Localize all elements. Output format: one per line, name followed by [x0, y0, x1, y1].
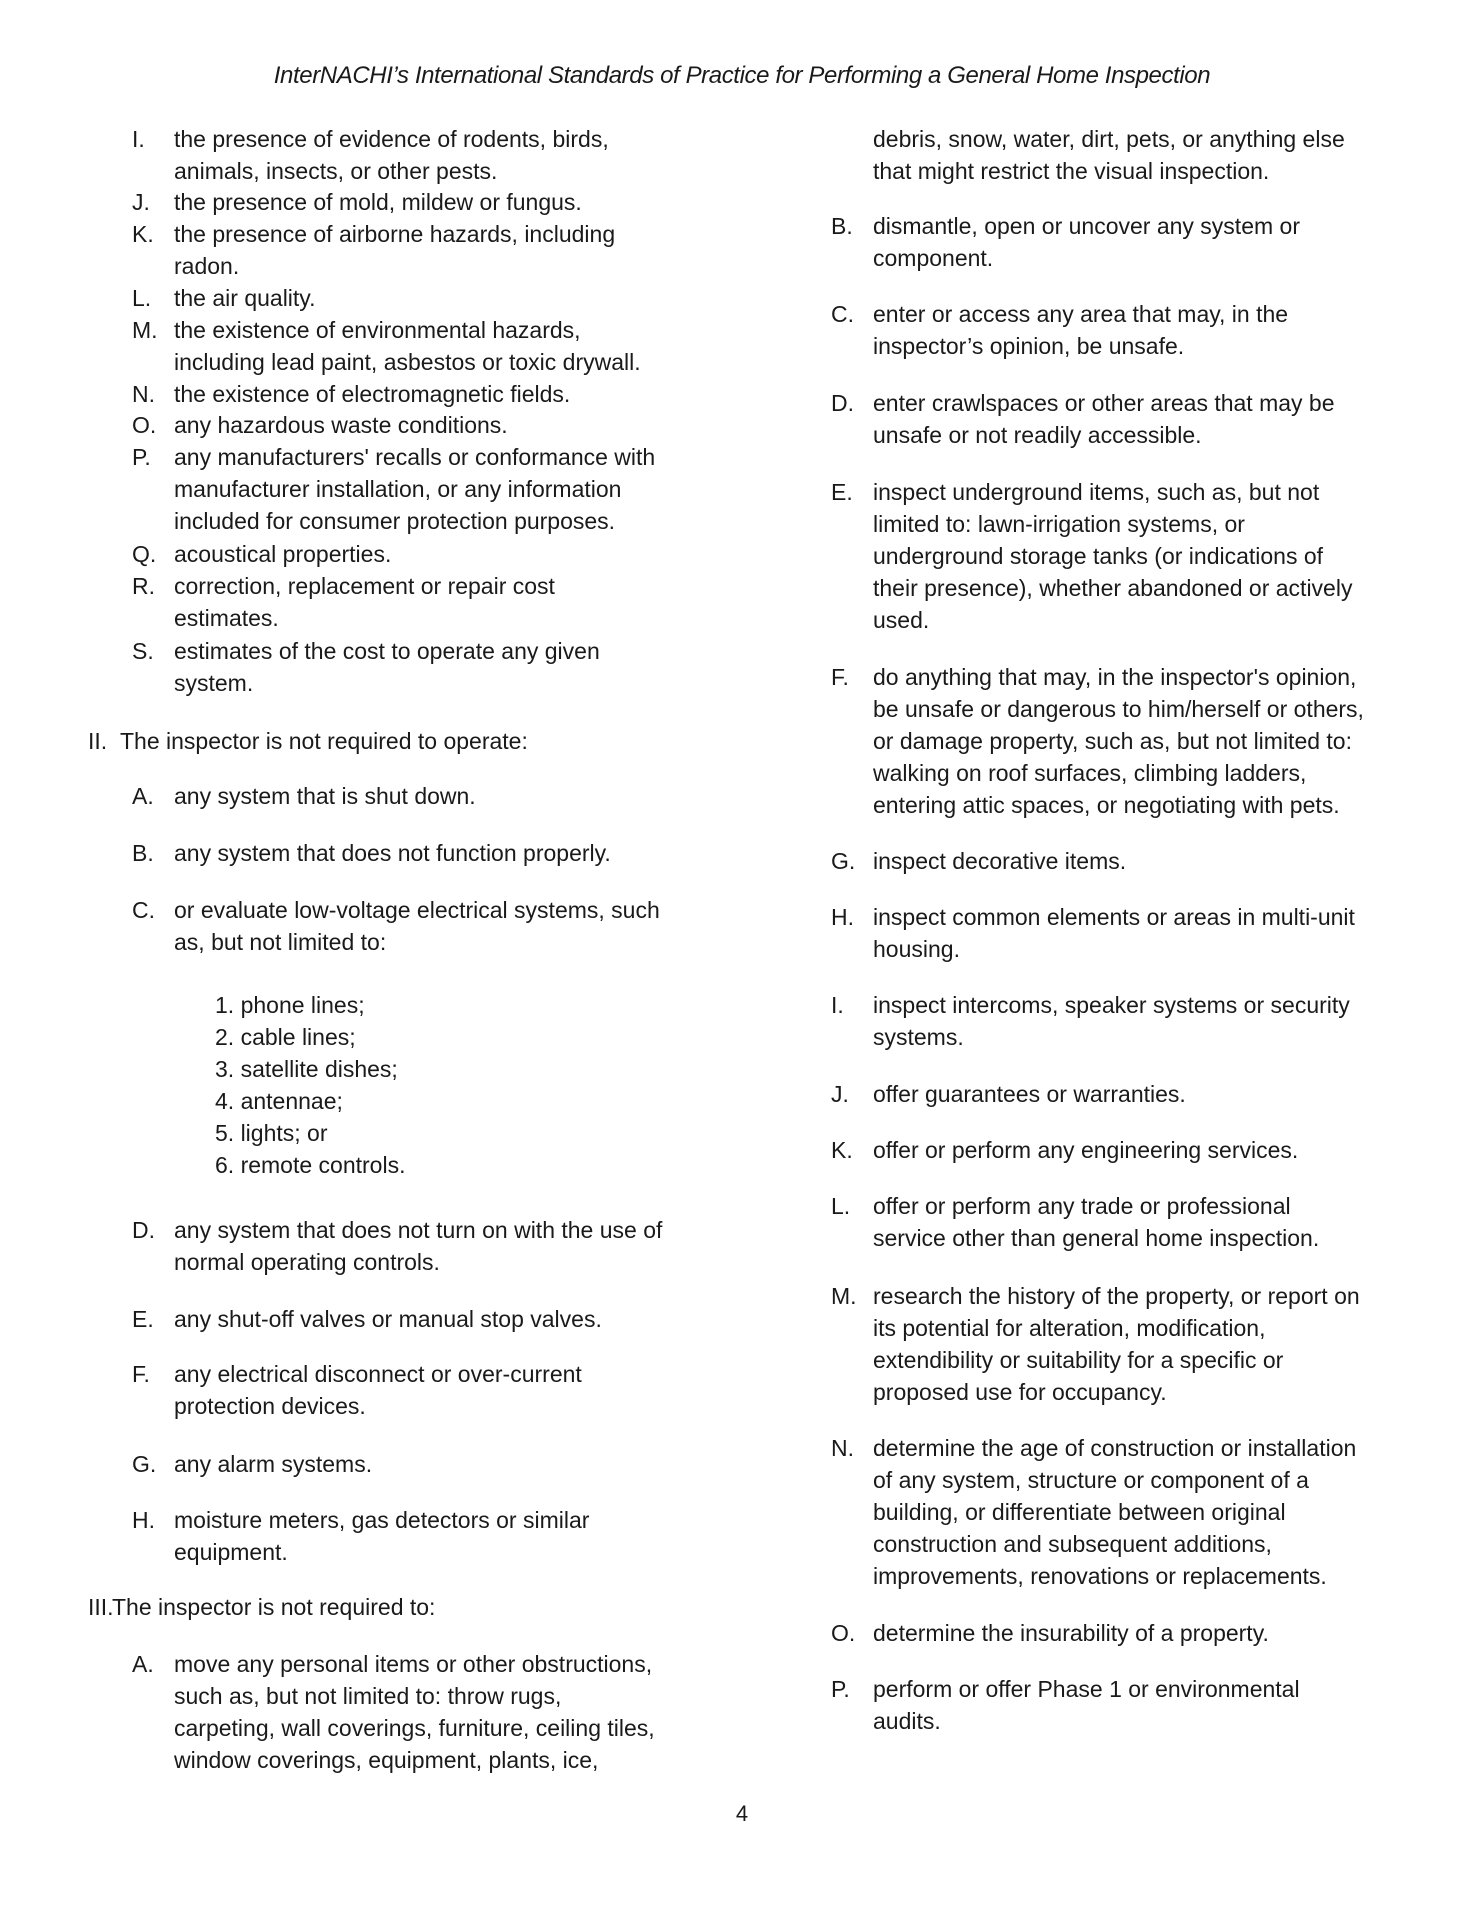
item-text-line: offer or perform any engineering services. — [873, 1137, 1299, 1163]
item-text-line: determine the age of construction or installation — [873, 1435, 1357, 1461]
item-label: E. — [132, 1306, 154, 1332]
item-label: O. — [831, 1620, 856, 1646]
item-label: F. — [132, 1361, 150, 1387]
item-label: K. — [132, 221, 154, 247]
item-text-line: do anything that may, in the inspector's opinion, — [873, 664, 1357, 690]
item-text-line: window coverings, equipment, plants, ice, — [174, 1747, 599, 1773]
item-label: P. — [132, 444, 151, 470]
item-text-line: 4. antennae; — [215, 1088, 343, 1114]
item-label: Q. — [132, 541, 157, 567]
item-text-line: the presence of airborne hazards, including — [174, 221, 616, 247]
item-text-line: the air quality. — [174, 285, 316, 311]
item-text-line: extendibility or suitability for a specific or — [873, 1347, 1284, 1373]
item-text-line: unsafe or not readily accessible. — [873, 422, 1202, 448]
item-text-line: any system that does not function properly. — [174, 840, 611, 866]
page-number: 4 — [735, 1801, 749, 1826]
item-text-line: used. — [873, 607, 930, 633]
item-text-line: inspect intercoms, speaker systems or security — [873, 992, 1350, 1018]
item-text-line: such as, but not limited to: throw rugs, — [174, 1683, 562, 1709]
item-text-line: research the history of the property, or report on — [873, 1283, 1360, 1309]
item-label: A. — [132, 783, 154, 809]
item-text-line: its potential for alteration, modification, — [873, 1315, 1266, 1341]
item-label: D. — [132, 1217, 155, 1243]
item-label: E. — [831, 479, 853, 505]
item-label: K. — [831, 1137, 853, 1163]
item-text-line: offer guarantees or warranties. — [873, 1081, 1186, 1107]
item-text-line: audits. — [873, 1708, 941, 1734]
item-text-line: acoustical properties. — [174, 541, 392, 567]
item-text-line: protection devices. — [174, 1393, 366, 1419]
item-text-line: or evaluate low-voltage electrical systems, such — [174, 897, 660, 923]
item-text-line: 2. cable lines; — [215, 1024, 356, 1050]
item-text-line: as, but not limited to: — [174, 929, 387, 955]
item-text-line: systems. — [873, 1024, 964, 1050]
item-text-line: any manufacturers' recalls or conformance with — [174, 444, 656, 470]
item-label: D. — [831, 390, 854, 416]
item-text-line: determine the insurability of a property. — [873, 1620, 1269, 1646]
item-text-line: limited to: lawn-irrigation systems, or — [873, 511, 1245, 537]
item-text-line: walking on roof surfaces, climbing ladders, — [873, 760, 1307, 786]
item-text-line: inspect underground items, such as, but not — [873, 479, 1320, 505]
item-text-line: any system that does not turn on with the use of — [174, 1217, 663, 1243]
item-label: I. — [831, 992, 844, 1018]
item-text-line: construction and subsequent additions, — [873, 1531, 1272, 1557]
item-text-line: improvements, renovations or replacements. — [873, 1563, 1327, 1589]
item-label: C. — [132, 897, 155, 923]
item-label: P. — [831, 1676, 850, 1702]
item-label: S. — [132, 638, 154, 664]
item-text-line: estimates of the cost to operate any given — [174, 638, 600, 664]
item-text-line: moisture meters, gas detectors or similar — [174, 1507, 590, 1533]
item-label: B. — [132, 840, 154, 866]
item-label: M. — [132, 317, 158, 343]
item-text-line: the presence of evidence of rodents, birds, — [174, 126, 609, 152]
item-text-line: The inspector is not required to operate: — [120, 728, 528, 754]
item-text-line: carpeting, wall coverings, furniture, ceiling tiles, — [174, 1715, 655, 1741]
item-label: N. — [831, 1435, 854, 1461]
item-text-line: dismantle, open or uncover any system or — [873, 213, 1300, 239]
item-text-line: 3. satellite dishes; — [215, 1056, 398, 1082]
item-text-line: any alarm systems. — [174, 1451, 373, 1477]
item-text-line: of any system, structure or component of a — [873, 1467, 1309, 1493]
item-text-line: system. — [174, 670, 254, 696]
item-label: C. — [831, 301, 854, 327]
item-text-line: enter crawlspaces or other areas that may be — [873, 390, 1335, 416]
item-text-line: building, or differentiate between original — [873, 1499, 1286, 1525]
item-text-line: The inspector is not required to: — [112, 1594, 436, 1620]
item-text-line: included for consumer protection purposes. — [174, 508, 616, 534]
item-text-line: 1. phone lines; — [215, 992, 365, 1018]
item-text-line: or damage property, such as, but not limited to: — [873, 728, 1352, 754]
item-label: H. — [831, 904, 854, 930]
item-text-line: correction, replacement or repair cost — [174, 573, 555, 599]
item-text-line: any shut-off valves or manual stop valves. — [174, 1306, 602, 1332]
item-label: J. — [132, 189, 150, 215]
item-text-line: the existence of electromagnetic fields. — [174, 381, 571, 407]
item-label: A. — [132, 1651, 154, 1677]
item-text-line: be unsafe or dangerous to him/herself or others, — [873, 696, 1364, 722]
item-label: L. — [831, 1193, 851, 1219]
item-label: R. — [132, 573, 155, 599]
running-header: InterNACHI’s International Standards of Practice for Performing a General Home Inspection — [273, 62, 1211, 89]
item-text-line: 6. remote controls. — [215, 1152, 406, 1178]
item-text-line: their presence), whether abandoned or actively — [873, 575, 1353, 601]
item-label: II. — [88, 728, 108, 754]
item-label: B. — [831, 213, 853, 239]
item-text-line: normal operating controls. — [174, 1249, 440, 1275]
item-text-line: underground storage tanks (or indications of — [873, 543, 1324, 569]
item-text-line: enter or access any area that may, in the — [873, 301, 1289, 327]
item-label: III. — [88, 1594, 114, 1620]
item-text-line: entering attic spaces, or negotiating with pets. — [873, 792, 1340, 818]
item-text-line: including lead paint, asbestos or toxic drywall. — [174, 349, 641, 375]
item-text-line: service other than general home inspection. — [873, 1225, 1320, 1251]
item-text-line: animals, insects, or other pests. — [174, 158, 498, 184]
item-label: N. — [132, 381, 155, 407]
item-text-line: radon. — [174, 253, 240, 279]
item-text-line: estimates. — [174, 605, 279, 631]
item-text-line: debris, snow, water, dirt, pets, or anything else — [873, 126, 1345, 152]
item-label: L. — [132, 285, 152, 311]
item-label: J. — [831, 1081, 849, 1107]
item-text-line: housing. — [873, 936, 960, 962]
item-text-line: equipment. — [174, 1539, 288, 1565]
item-text-line: inspect common elements or areas in multi-unit — [873, 904, 1355, 930]
item-text-line: any hazardous waste conditions. — [174, 412, 508, 438]
item-text-line: any electrical disconnect or over-current — [174, 1361, 582, 1387]
item-text-line: inspector’s opinion, be unsafe. — [873, 333, 1185, 359]
item-text-line: component. — [873, 245, 994, 271]
item-text-line: that might restrict the visual inspection. — [873, 158, 1270, 184]
item-text-line: offer or perform any trade or professional — [873, 1193, 1291, 1219]
item-text-line: move any personal items or other obstructions, — [174, 1651, 653, 1677]
item-label: F. — [831, 664, 849, 690]
item-label: M. — [831, 1283, 857, 1309]
item-text-line: the existence of environmental hazards, — [174, 317, 581, 343]
item-text-line: proposed use for occupancy. — [873, 1379, 1167, 1405]
item-text-line: manufacturer installation, or any information — [174, 476, 622, 502]
item-text-line: any system that is shut down. — [174, 783, 476, 809]
item-text-line: 5. lights; or — [215, 1120, 328, 1146]
item-label: G. — [132, 1451, 157, 1477]
item-label: H. — [132, 1507, 155, 1533]
item-text-line: the presence of mold, mildew or fungus. — [174, 189, 582, 215]
item-text-line: inspect decorative items. — [873, 848, 1127, 874]
item-label: O. — [132, 412, 157, 438]
item-label: G. — [831, 848, 856, 874]
item-text-line: perform or offer Phase 1 or environmental — [873, 1676, 1300, 1702]
item-label: I. — [132, 126, 145, 152]
